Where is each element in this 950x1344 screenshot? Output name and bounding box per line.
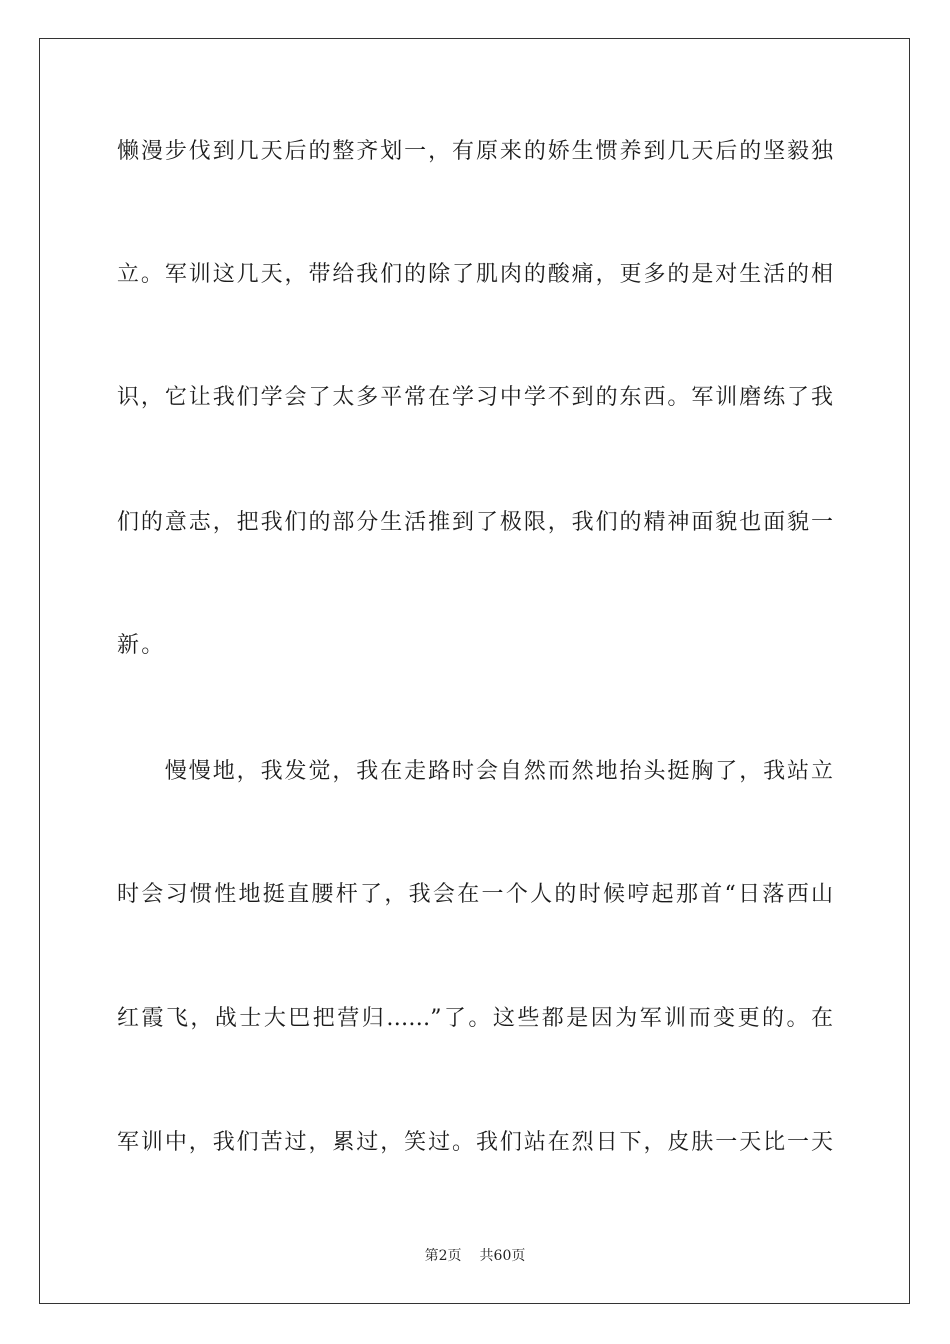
body-text-line: 时会习惯性地挺直腰杆了，我会在一个人的时候哼起那首“日落西山 bbox=[117, 882, 833, 907]
body-text-line: 红霞飞，战士大巴把营归……”了。这些都是因为军训而变更的。在 bbox=[117, 1006, 833, 1031]
body-text-line: 们的意志，把我们的部分生活推到了极限，我们的精神面貌也面貌一 bbox=[117, 510, 833, 535]
total-pages: 共60页 bbox=[479, 1248, 526, 1264]
body-text-line: 懒漫步伐到几天后的整齐划一，有原来的娇生惯养到几天后的坚毅独 bbox=[117, 139, 833, 164]
body-text-line: 识，它让我们学会了太多平常在学习中学不到的东西。军训磨练了我 bbox=[117, 385, 833, 410]
page-border bbox=[39, 38, 910, 1304]
page-number: 第2页 bbox=[424, 1248, 462, 1264]
body-text-line: 新。 bbox=[117, 633, 166, 658]
body-text-line: 慢慢地，我发觉，我在走路时会自然而然地抬头挺胸了，我站立 bbox=[117, 759, 833, 784]
body-text-line: 立。军训这几天，带给我们的除了肌肉的酸痛，更多的是对生活的相 bbox=[117, 262, 833, 287]
page-footer bbox=[0, 1246, 950, 1266]
body-text-line: 军训中，我们苦过，累过，笑过。我们站在烈日下，皮肤一天比一天 bbox=[117, 1130, 833, 1155]
